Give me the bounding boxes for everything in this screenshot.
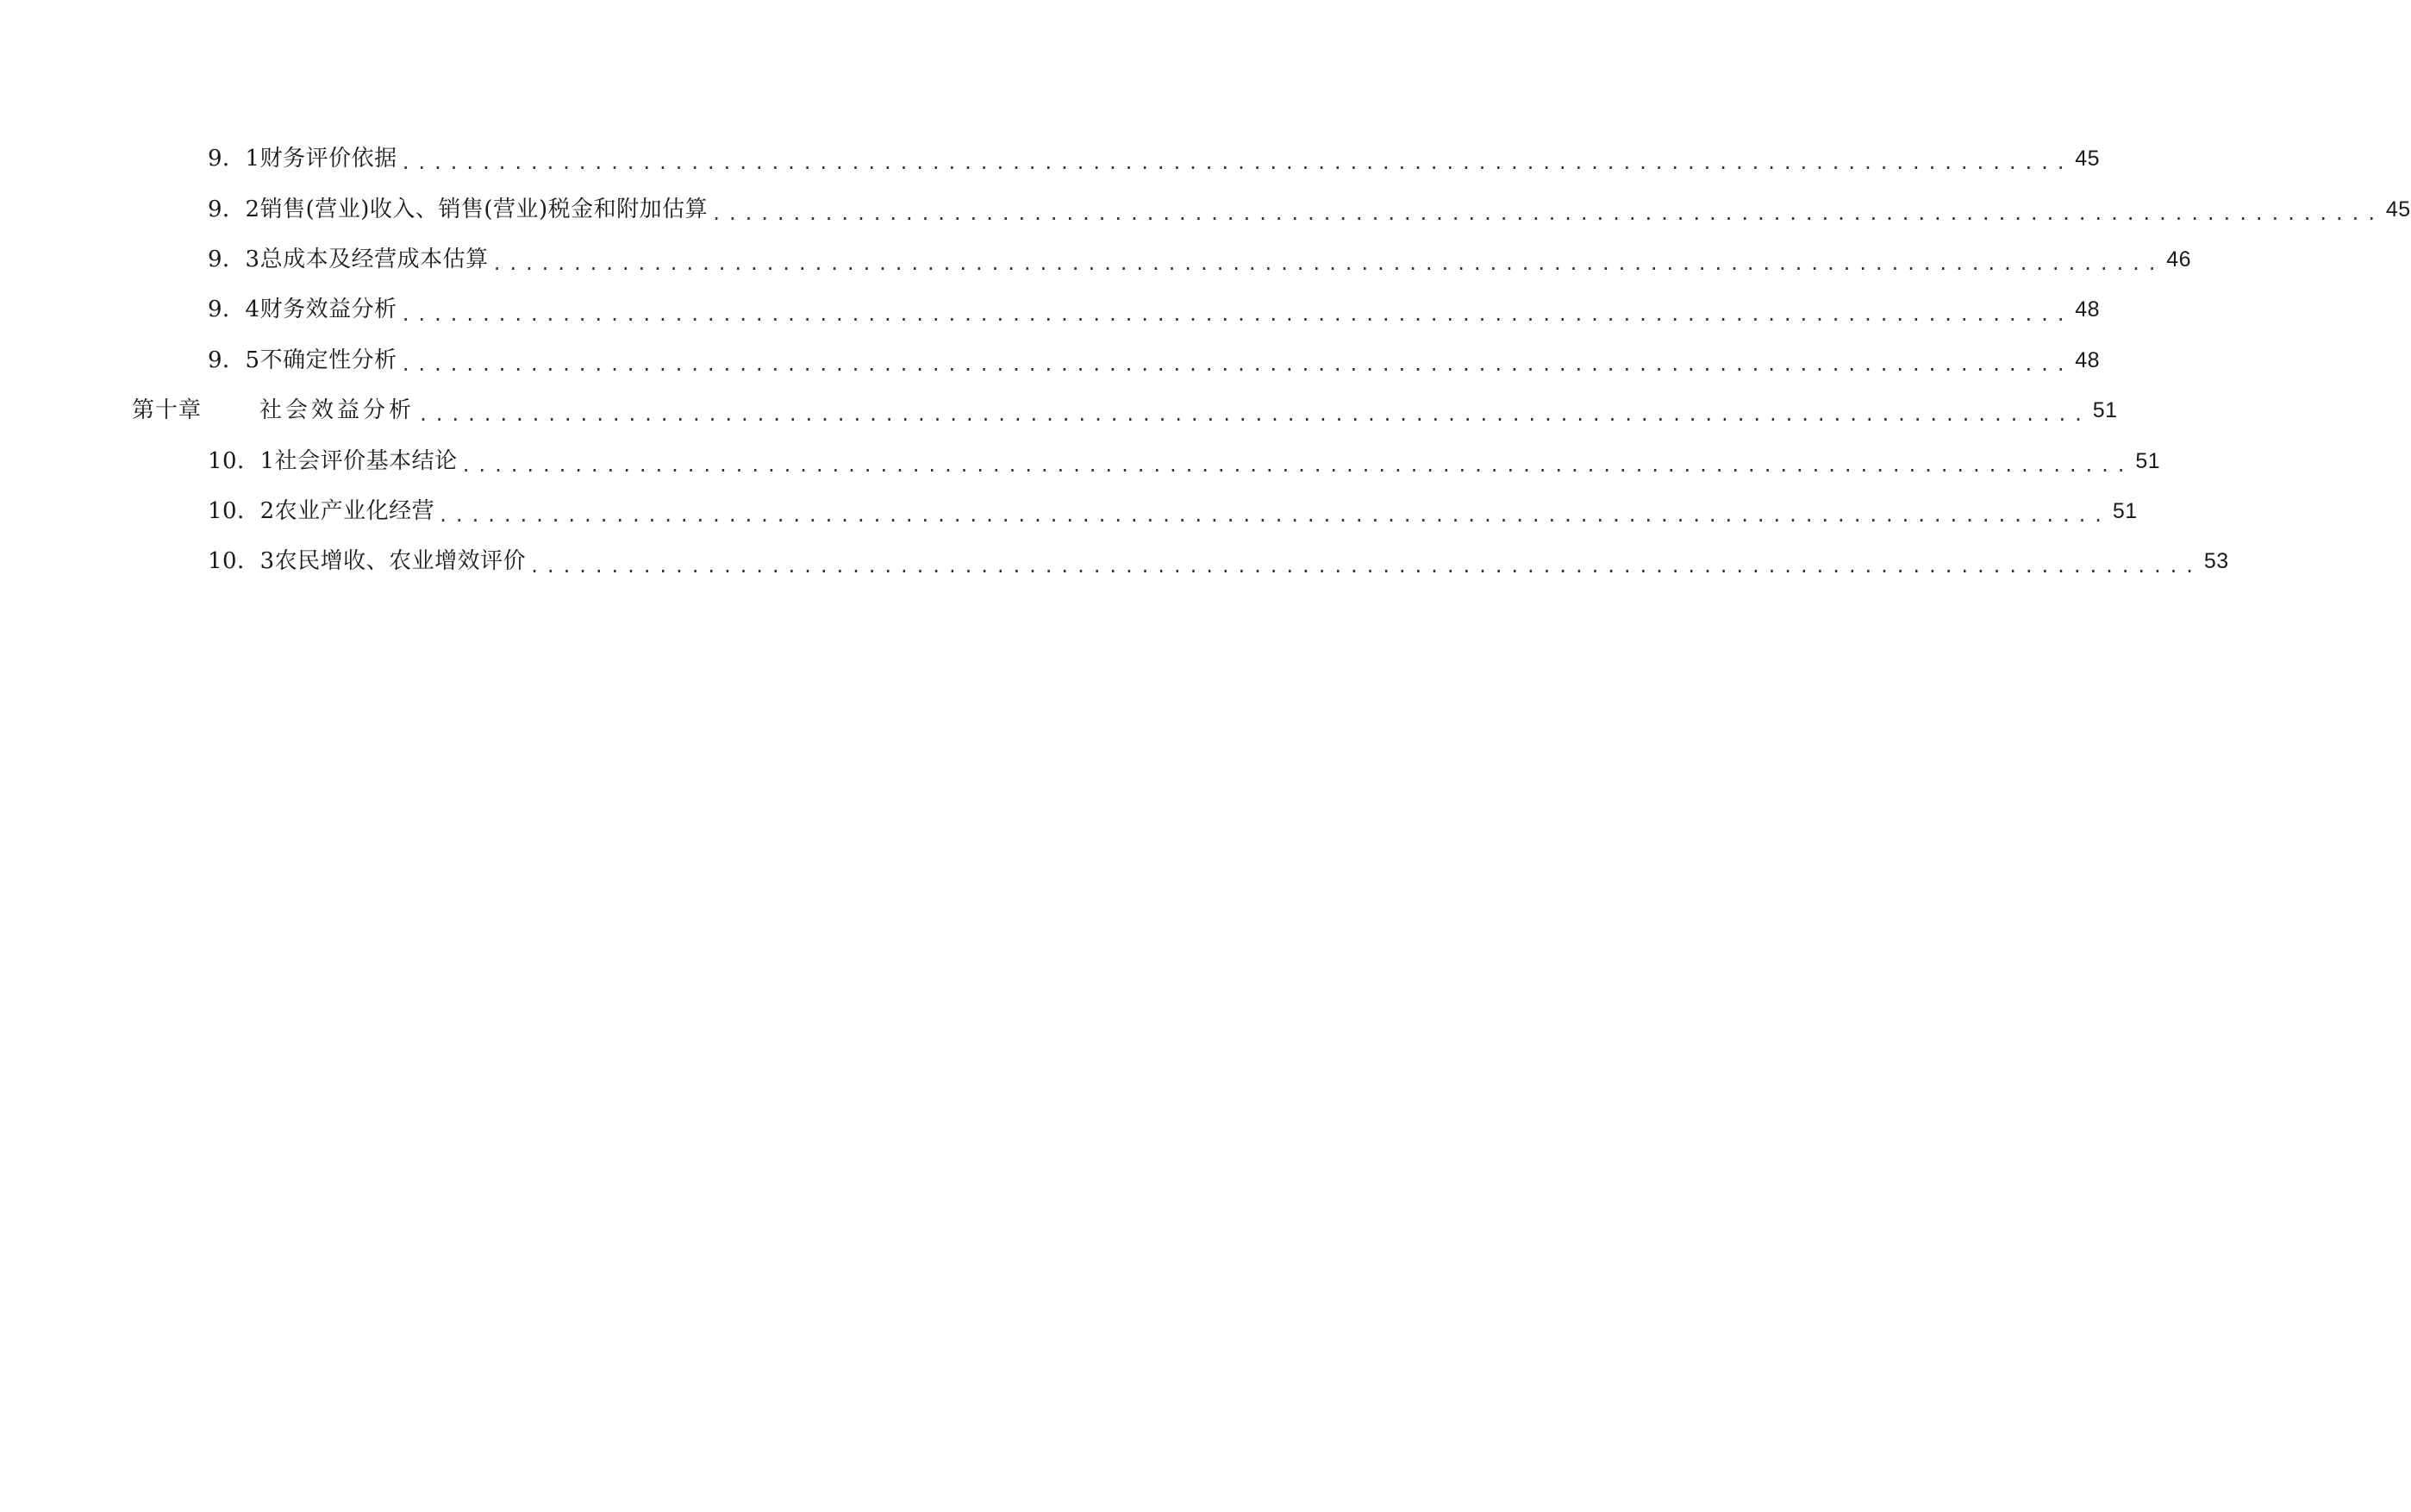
toc-entry-title: 财务评价依据 [259, 146, 397, 172]
toc-entry-number: 10．2 [208, 497, 275, 524]
toc-entry-9-4[interactable] [208, 284, 2101, 334]
toc-entry-number: 9．1 [208, 146, 260, 172]
toc-entry-title: 农业产业化经营 [274, 497, 435, 524]
toc-entry-number: 9．2 [208, 196, 260, 222]
toc-entry-page: 45 [2075, 147, 2101, 172]
toc-entry-9-2[interactable] [208, 184, 2411, 234]
toc-entry-number: 9．4 [208, 297, 260, 323]
toc-entry-page: 51 [2135, 448, 2161, 473]
toc-entry-page: 53 [2203, 549, 2229, 574]
dot-leader: ........................................................................................................ [529, 555, 2201, 577]
toc-entry-page: 46 [2166, 247, 2192, 272]
dot-leader: ........................................................................................................ [711, 203, 2383, 224]
toc-entry-9-5[interactable] [208, 335, 2101, 385]
toc-entry-page: 51 [2112, 498, 2138, 523]
toc-entry-title: 不确定性分析 [259, 347, 397, 373]
dot-leader: ........................................................................................................ [400, 303, 2072, 325]
toc-entry-10-2[interactable] [208, 486, 2138, 536]
toc-entry-title: 财务效益分析 [259, 297, 397, 323]
toc-entry-9-3[interactable] [208, 234, 2192, 284]
toc-entry-10-1[interactable] [208, 435, 2161, 485]
toc-chapter-title: 社会效益分析 [259, 397, 415, 424]
dot-leader: ........................................................................................................ [460, 454, 2133, 476]
dot-leader: ........................................................................................................ [438, 505, 2109, 527]
dot-leader: ........................................................................................................ [400, 153, 2072, 174]
toc-entry-number: 10．3 [208, 548, 275, 575]
toc-entry-page: 48 [2075, 297, 2101, 322]
toc-entry-chapter-10[interactable] [132, 385, 2118, 435]
toc-entry-page: 51 [2092, 398, 2118, 423]
toc-entry-page: 45 [2385, 197, 2411, 222]
toc-entry-title: 总成本及经营成本估算 [259, 246, 489, 272]
toc-entry-page: 48 [2075, 347, 2101, 372]
toc-entry-title: 销售(营业)收入、销售(营业)税金和附加估算 [259, 196, 709, 222]
toc-chapter-number: 第十章 [132, 397, 203, 424]
toc-entry-10-3[interactable] [208, 536, 2229, 586]
toc-entry-title: 农民增收、农业增效评价 [274, 548, 527, 575]
toc-entry-title: 社会评价基本结论 [274, 447, 458, 474]
toc-entry-9-1[interactable] [208, 134, 2101, 184]
toc-entry-number: 9．3 [208, 246, 260, 272]
toc-entry-number: 10．1 [208, 447, 275, 474]
toc-entry-number: 9．5 [208, 347, 260, 373]
table-of-contents [0, 134, 2411, 587]
dot-leader: ........................................................................................................ [418, 404, 2089, 426]
dot-leader: ........................................................................................................ [491, 253, 2164, 275]
dot-leader: ........................................................................................................ [400, 353, 2072, 375]
